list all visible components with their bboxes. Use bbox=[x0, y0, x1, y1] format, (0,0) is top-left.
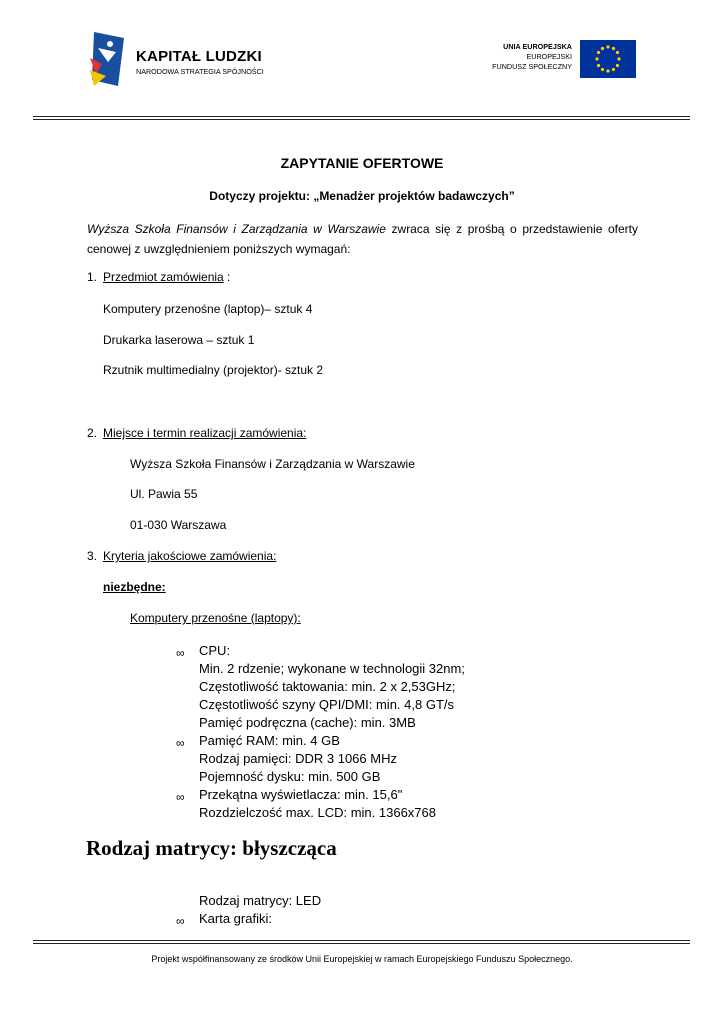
eu-logo bbox=[470, 40, 640, 80]
spec-line: Rodzaj matrycy: LED bbox=[199, 893, 322, 908]
bullet-icon: ∞ bbox=[176, 790, 185, 804]
spec-line: Przekątna wyświetlacza: min. 15,6" bbox=[199, 787, 403, 802]
spec-line: Rodzaj pamięci: DDR 3 1066 MHz bbox=[199, 751, 397, 766]
spec-line: Karta grafiki: bbox=[199, 911, 272, 926]
spec-line: Pamięć RAM: min. 4 GB bbox=[199, 733, 340, 748]
section1-number: 1. bbox=[87, 270, 98, 284]
section1-item: Drukarka laserowa – sztuk 1 bbox=[103, 333, 255, 347]
spec-line: Rozdzielczość max. LCD: min. 1366x768 bbox=[199, 805, 436, 820]
section1-heading: Przedmiot zamówienia bbox=[103, 270, 224, 284]
intro-paragraph bbox=[87, 219, 638, 259]
header-divider bbox=[33, 116, 690, 117]
section2-line: 01-030 Warszawa bbox=[130, 518, 227, 532]
section2-line: Ul. Pawia 55 bbox=[130, 487, 198, 501]
spec-line: CPU: bbox=[199, 643, 231, 658]
section2-heading: Miejsce i termin realizacji zamówienia: bbox=[103, 426, 307, 440]
footer-text: Projekt współfinansowany ze środków Unii Europejskiej w ramach Europejskiego Funduszu Społecznego. bbox=[151, 954, 573, 964]
document-title: ZAPYTANIE OFERTOWE bbox=[280, 155, 444, 171]
spec-line: Pojemność dysku: min. 500 GB bbox=[199, 769, 381, 784]
kapital-ludzki-emblem-icon bbox=[88, 28, 126, 88]
laptop-category: Komputery przenośne (laptopy): bbox=[130, 611, 301, 625]
kapital-ludzki-subtitle: NARODOWA STRATEGIA SPÓJNOŚCI bbox=[136, 67, 264, 76]
header-divider-2 bbox=[33, 119, 690, 120]
section1-heading-suffix: : bbox=[223, 270, 231, 284]
matrix-type-heading: Rodzaj matrycy: błyszcząca bbox=[86, 836, 337, 860]
bullet-icon: ∞ bbox=[176, 736, 185, 750]
eu-line3: FUNDUSZ SPOŁECZNY bbox=[492, 62, 572, 71]
eu-logo-text bbox=[492, 42, 572, 72]
eu-line1: UNIA EUROPEJSKA bbox=[503, 42, 572, 51]
footer-divider bbox=[33, 940, 690, 941]
spec-line: Częstotliwość taktowania: min. 2 x 2,53GHz; bbox=[199, 679, 456, 694]
eu-line2: EUROPEJSKI bbox=[526, 52, 572, 61]
intro-text: zwraca się z prośbą o przedstawienie oferty cenowej z uwzględnieniem poniższych wymagań: bbox=[87, 222, 638, 256]
section3-number: 3. bbox=[87, 549, 98, 563]
spec-line: Min. 2 rdzenie; wykonane w technologii 32nm; bbox=[199, 661, 465, 676]
section2-number: 2. bbox=[87, 426, 98, 440]
footer-divider-2 bbox=[33, 943, 690, 944]
kapital-ludzki-logo bbox=[88, 28, 288, 90]
kapital-ludzki-title: KAPITAŁ LUDZKI bbox=[136, 48, 262, 65]
required-label: niezbędne: bbox=[103, 580, 166, 594]
institution-name: Wyższa Szkoła Finansów i Zarządzania w Warszawie bbox=[87, 222, 386, 236]
section1-item: Komputery przenośne (laptop)– sztuk 4 bbox=[103, 302, 313, 316]
section1-item: Rzutnik multimedialny (projektor)- sztuk 2 bbox=[103, 363, 324, 377]
bullet-icon: ∞ bbox=[176, 646, 185, 660]
section2-line: Wyższa Szkoła Finansów i Zarządzania w Warszawie bbox=[130, 457, 415, 471]
bullet-icon: ∞ bbox=[176, 914, 185, 928]
spec-line: Pamięć podręczna (cache): min. 3MB bbox=[199, 715, 416, 730]
eu-flag-icon bbox=[580, 40, 636, 78]
spec-line: Częstotliwość szyny QPI/DMI: min. 4,8 GT/s bbox=[199, 697, 454, 712]
project-subtitle: Dotyczy projektu: „Menadżer projektów badawczych” bbox=[209, 189, 515, 203]
section3-heading: Kryteria jakościowe zamówienia: bbox=[103, 549, 277, 563]
section1-heading-line bbox=[103, 270, 230, 285]
